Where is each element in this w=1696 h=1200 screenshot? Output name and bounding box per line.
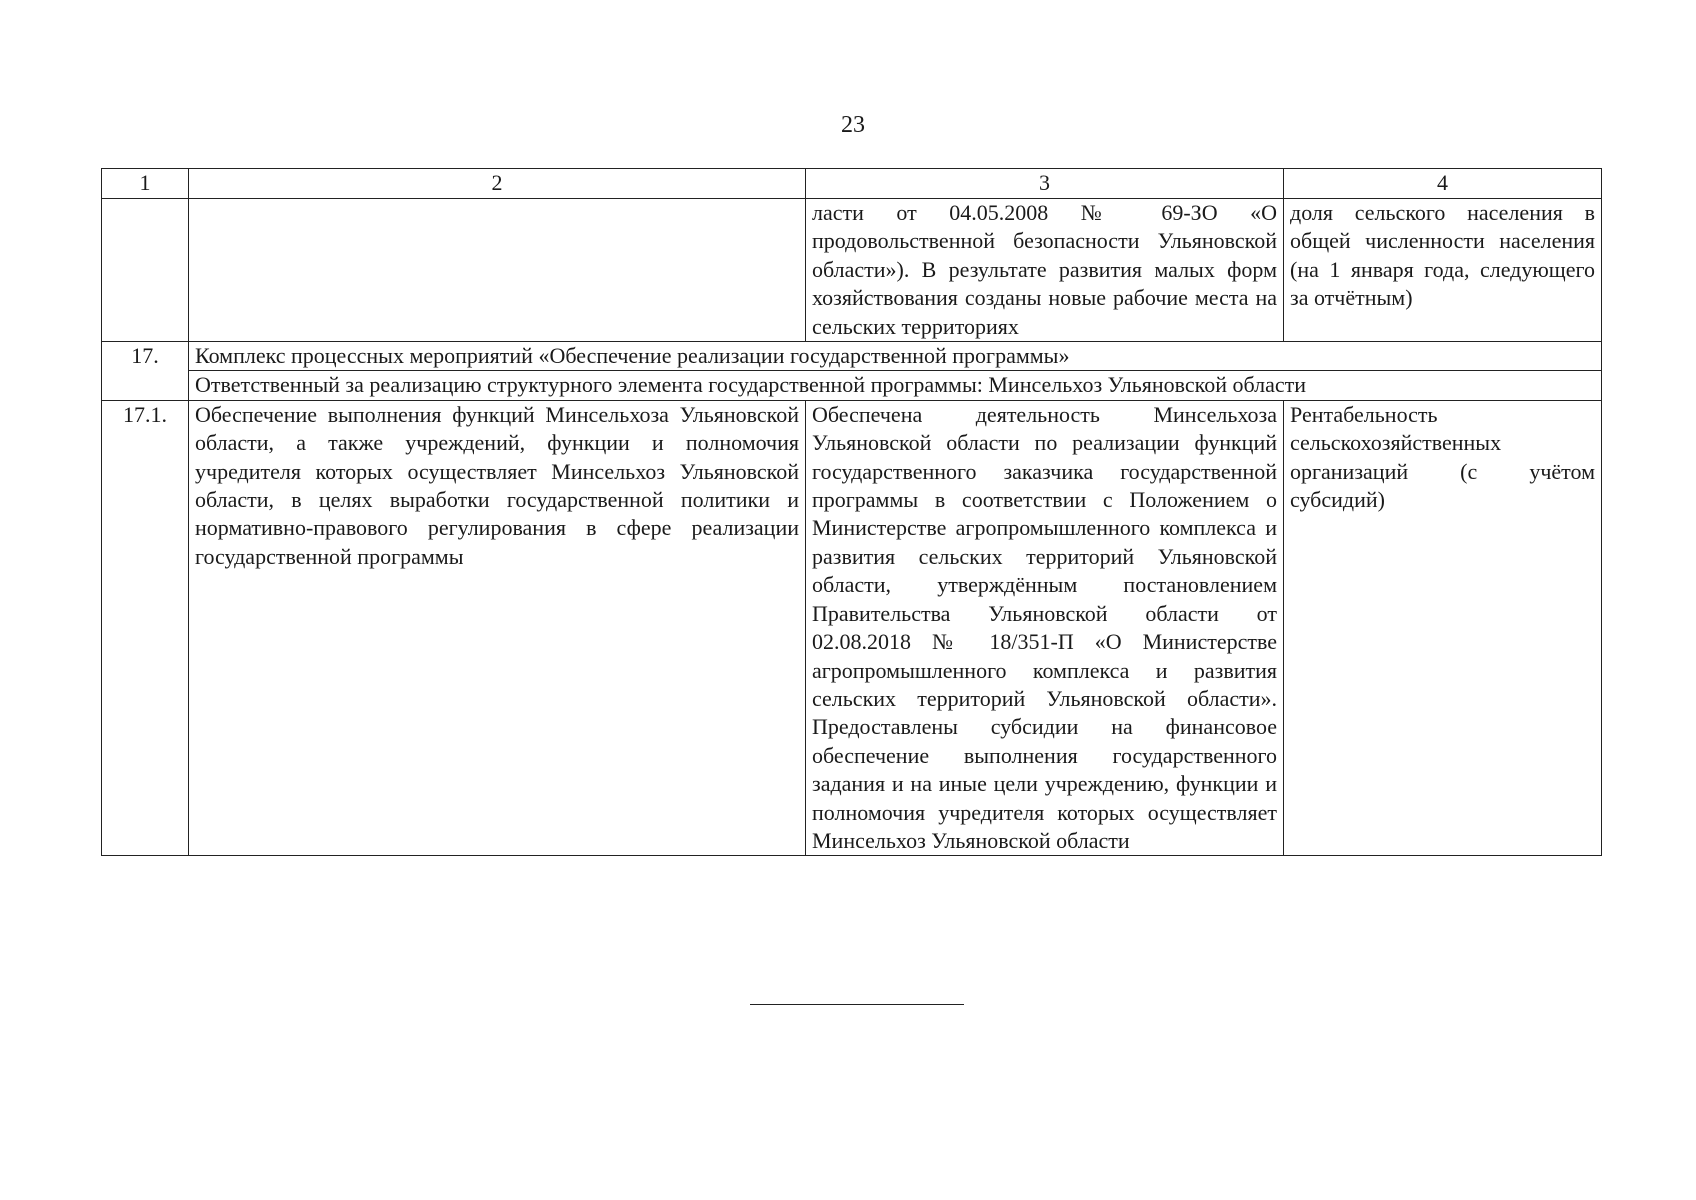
program-table (101, 168, 1602, 856)
section-title-row (102, 342, 1602, 371)
empty-cell (189, 199, 806, 342)
column-header: 1 (102, 169, 189, 199)
continuation-row (102, 199, 1602, 342)
section-title: Комплекс процессных мероприятий «Обеспечение реализации государственной программы» (189, 342, 1602, 371)
result-cell: Обеспечена деятельность Минсельхоза Ульяновской области по реализации функций государственного заказчика государственной программы в соответствии с Положением о Министерстве агропромышленного комплекса и развития сельских территорий Ульяновской области, утверждённым постановлением Правительства Ульяновской области от 02.08.2018 № 18/351-П «О Министерстве агропромышленного комплекса и развития сельских территорий Ульяновской области». Предоставлены субсидии на финансовое обеспечение выполнения государственного задания и на иные цели учреждению, функции и полномочия учредителя которых осуществляет Минсельхоз Ульяновской области (806, 400, 1284, 856)
column-number-row (102, 169, 1602, 199)
table-row (102, 400, 1602, 856)
result-cell: ласти от 04.05.2008 № 69-ЗО «О продовольственной безопасности Ульяновской области»). В результате развития малых форм хозяйствования созданы новые рабочие места на сельских территориях (806, 199, 1284, 342)
column-header: 3 (806, 169, 1284, 199)
indicator-cell: доля сельского населения в общей численности населения (на 1 января года, следующего за отчётным) (1284, 199, 1602, 342)
task-cell: Обеспечение выполнения функций Минсельхоза Ульяновской области, а также учреждений, функции и полномочия учредителя которых осуществляет Минсельхоз Ульяновской области, в целях выработки государственной политики и нормативно-правового регулирования в сфере реализации государственной программы (189, 400, 806, 856)
indicator-cell: Рентабельность сельскохозяйственных организаций (с учётом субсидий) (1284, 400, 1602, 856)
empty-cell (102, 199, 189, 342)
column-header: 2 (189, 169, 806, 199)
page-number: 23 (841, 112, 865, 138)
section-number: 17. (102, 342, 189, 401)
responsible-text: Ответственный за реализацию структурного элемента государственной программы: Минсельхоз Ульяновской области (189, 371, 1602, 400)
row-number: 17.1. (102, 400, 189, 856)
responsible-row (102, 371, 1602, 400)
column-header: 4 (1284, 169, 1602, 199)
end-separator-line (750, 1004, 964, 1005)
